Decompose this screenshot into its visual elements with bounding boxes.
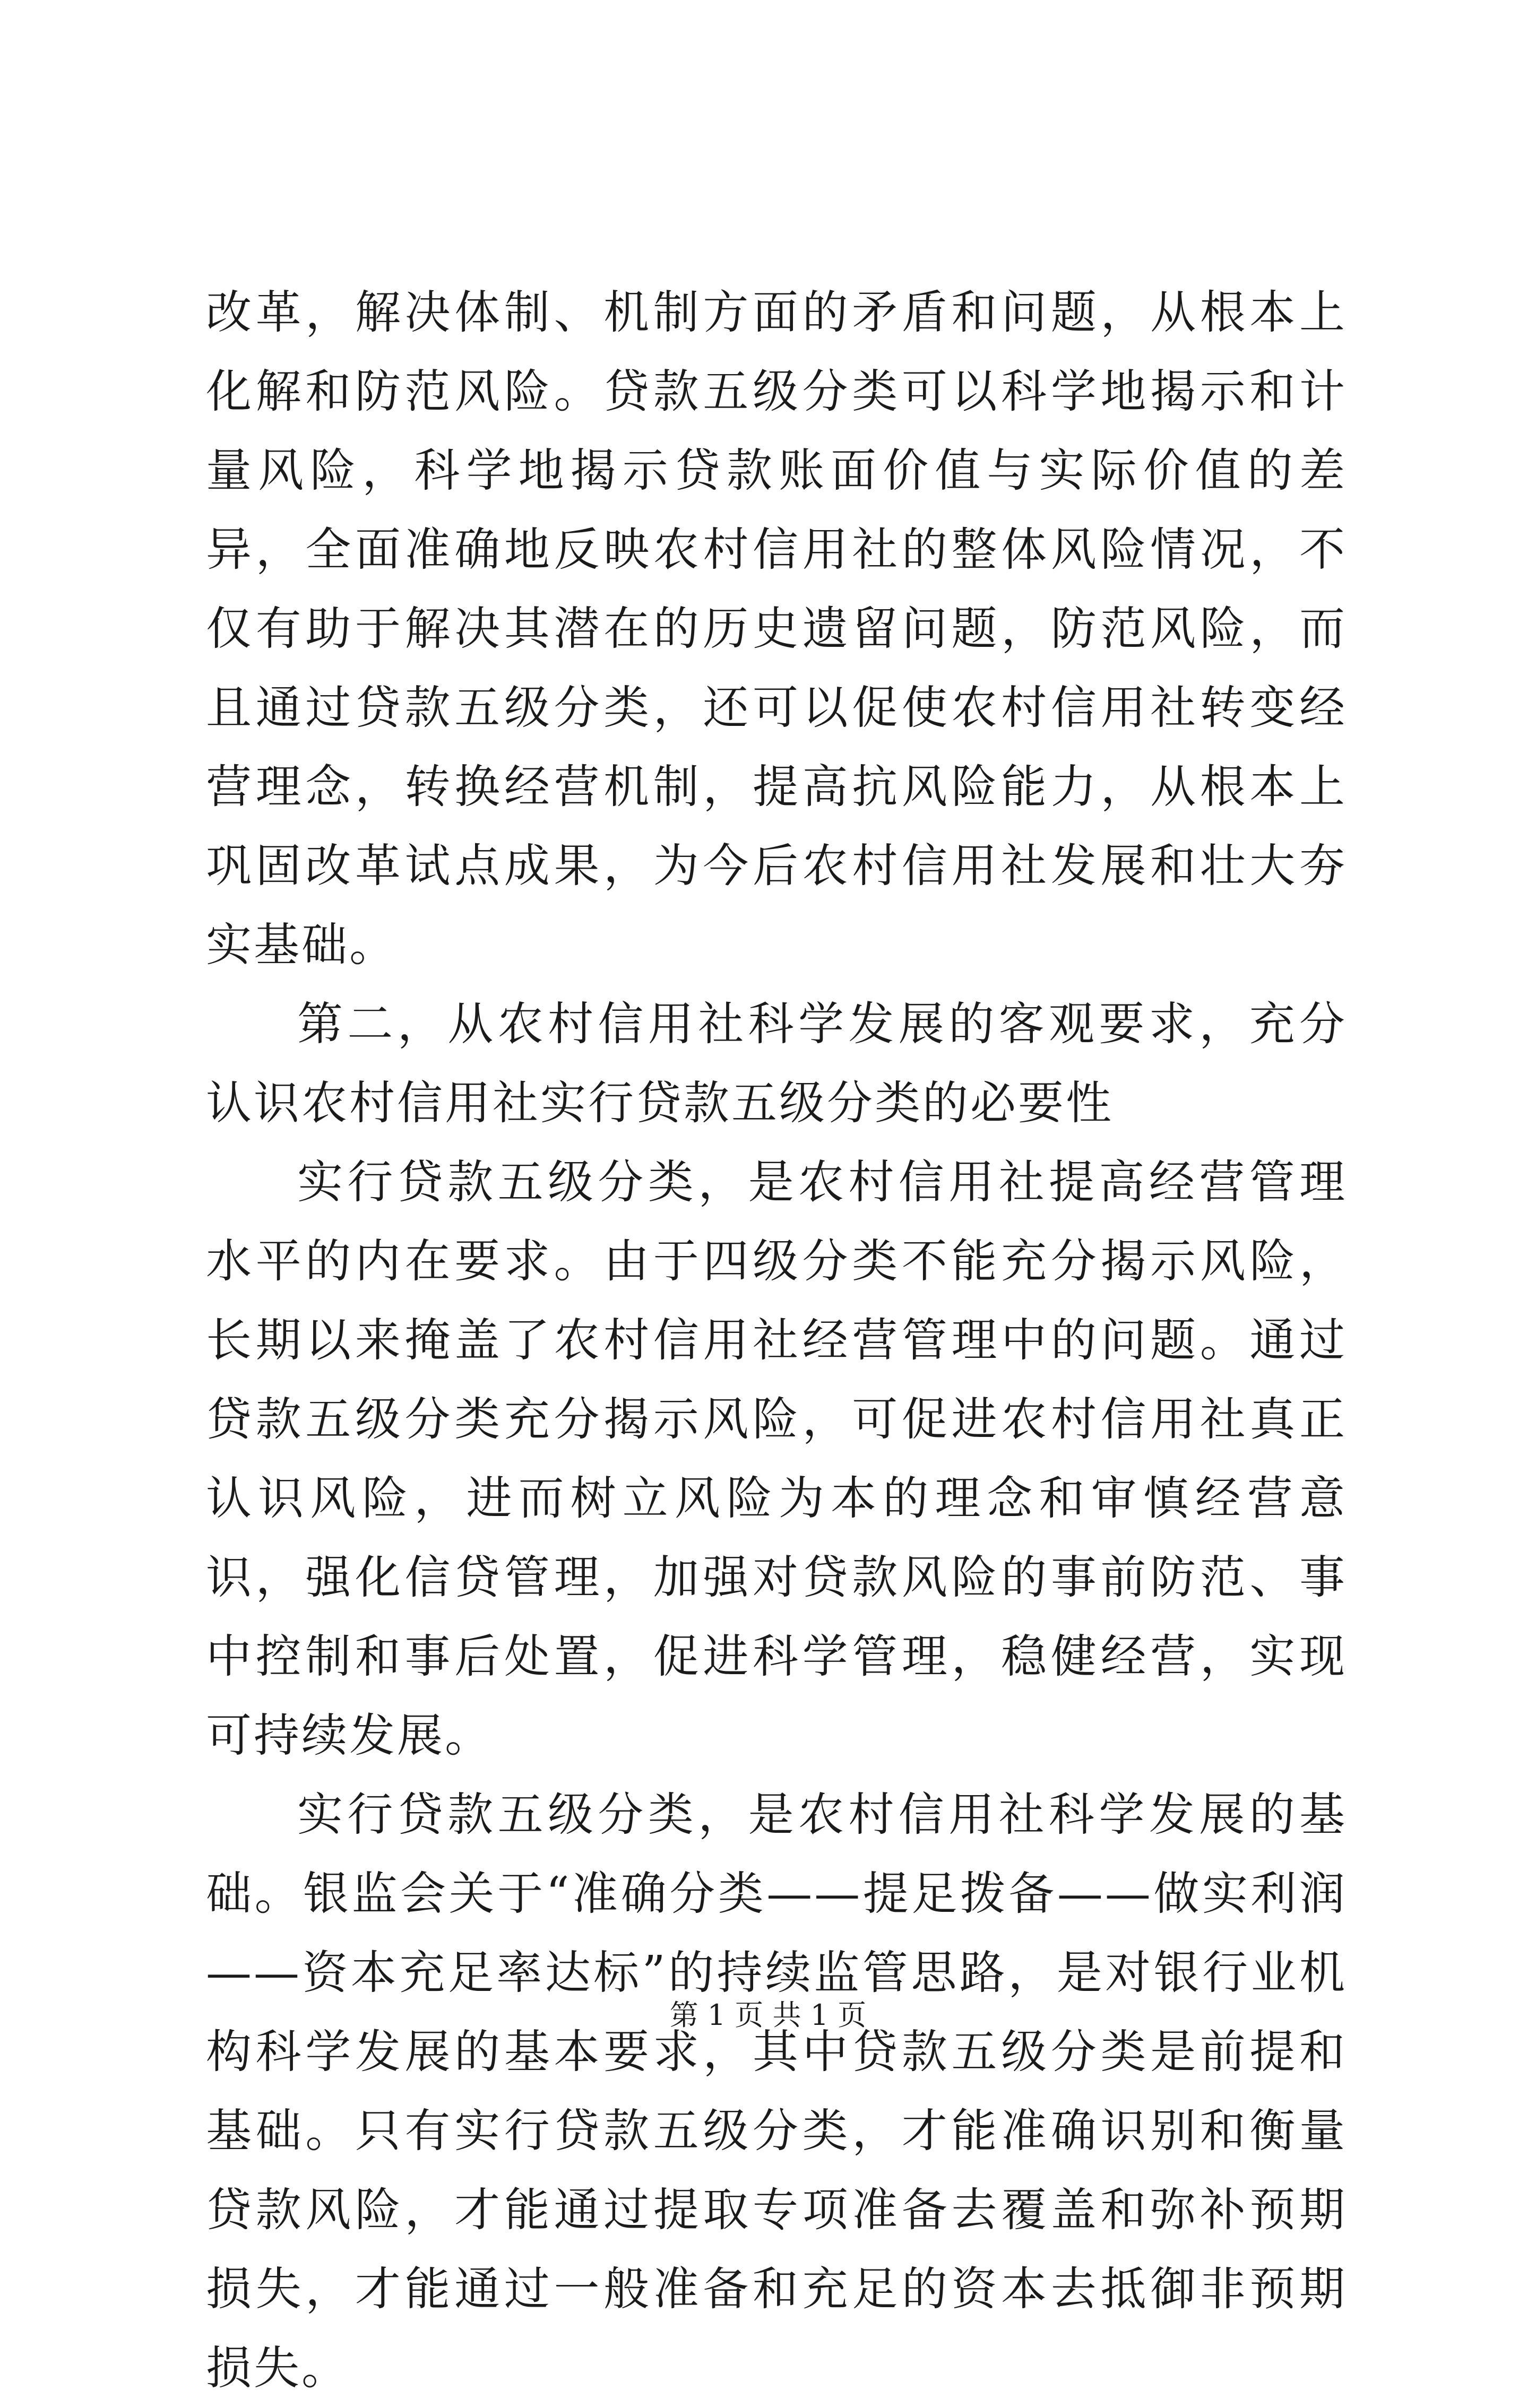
paragraph-development-basis: 实行贷款五级分类，是农村信用社科学发展的基础。银监会关于“准确分类——提足拨备——做实利润——资本充足率达标”的持续监管思路，是对银行业机构科学发展的基本要求，其中贷款五级分类是前提和基础。只有实行贷款五级分类，才能准确识别和衡量贷款风险，才能通过提取专项准备去覆盖和弥补预期损失，才能通过一般准备和充足的资本去抵御非预期损失。 xyxy=(206,1788,1347,2395)
document-body xyxy=(206,273,1347,2408)
paragraph-management-level: 实行贷款五级分类，是农村信用社提高经营管理水平的内在要求。由于四级分类不能充分揭示风险，长期以来掩盖了农村信用社经营管理中的问题。通过贷款五级分类充分揭示风险，可促进农村信用社真正认识风险，进而树立风险为本的理念和审慎经营意识，强化信贷管理，加强对贷款风险的事前防范、事中控制和事后处置，促进科学管理，稳健经营，实现可持续发展。 xyxy=(206,1156,1347,1762)
page-number-footer: 第 1 页 共 1 页 xyxy=(669,1998,867,2032)
paragraph-continuation: 改革，解决体制、机制方面的矛盾和问题，从根本上化解和防范风险。贷款五级分类可以科学地揭示和计量风险，科学地揭示贷款账面价值与实际价值的差异，全面准确地反映农村信用社的整体风险情况，不仅有助于解决其潜在的历史遗留问题，防范风险，而且通过贷款五级分类，还可以促使农村信用社转变经营理念，转换经营机制，提高抗风险能力，从根本上巩固改革试点成果，为今后农村信用社发展和壮大夯实基础。 xyxy=(206,286,1347,972)
paragraph-heading-second: 第二，从农村信用社科学发展的客观要求，充分认识农村信用社实行贷款五级分类的必要性 xyxy=(206,998,1347,1130)
